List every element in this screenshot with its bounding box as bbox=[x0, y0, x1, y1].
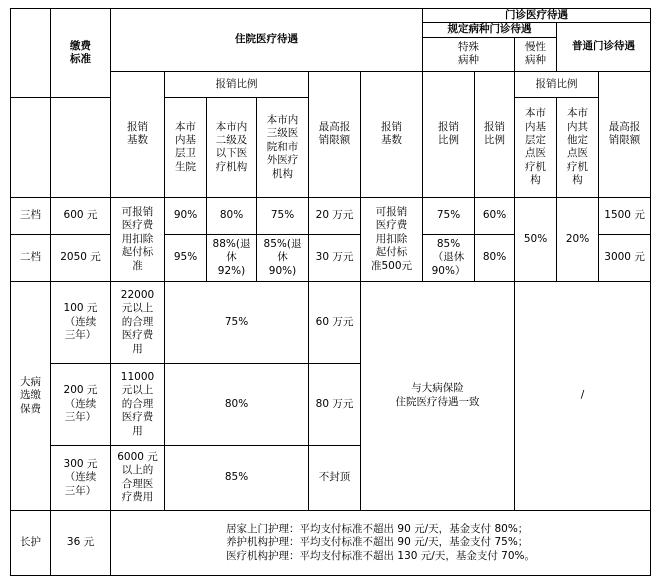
special-base-header: 报销 基数 bbox=[361, 71, 423, 197]
tier2-chronic-ratio: 80% bbox=[475, 234, 515, 281]
blank-cell bbox=[11, 97, 51, 197]
serious-option1-fee: 100 元 （连续 三年） bbox=[51, 281, 111, 363]
ratio-community-header: 本市 内基 层卫 生院 bbox=[165, 97, 207, 197]
tier3-special-ratio: 75% bbox=[423, 197, 475, 234]
ltc-fee: 36 元 bbox=[51, 510, 111, 575]
serious-option3-fee: 300 元 （连续 三年） bbox=[51, 445, 111, 510]
tier3-ratio-community: 90% bbox=[165, 197, 207, 234]
tier2-ratio-community: 95% bbox=[165, 234, 207, 281]
corner-cell bbox=[11, 9, 51, 98]
serious-option1-base: 22000 元以上 的合理 医疗费 用 bbox=[111, 281, 165, 363]
payment-standard-header: 缴费 标准 bbox=[51, 9, 111, 98]
special-ratio-header: 报销 比例 bbox=[423, 71, 475, 197]
tier3-name: 三档 bbox=[11, 197, 51, 234]
serious-illness-label: 大病 选缴 保费 bbox=[11, 281, 51, 510]
general-ratio-other-header: 本市 内其 他定 点医 疗机 构 bbox=[557, 97, 599, 197]
tier2-special-ratio: 85% （退休 90%） bbox=[423, 234, 475, 281]
serious-option3-ratio: 85% bbox=[165, 445, 309, 510]
inpatient-header: 住院医疗待遇 bbox=[111, 9, 423, 72]
general-outpatient-header: 普通门诊待遇 bbox=[557, 23, 651, 71]
outpatient-header: 门诊医疗待遇 bbox=[423, 9, 651, 23]
insurance-benefits-table bbox=[10, 8, 651, 576]
ratio-level2-header: 本市内 二级及 以下医 疗机构 bbox=[207, 97, 257, 197]
tier3-ratio-level2: 80% bbox=[207, 197, 257, 234]
general-max-header: 最高报 销限额 bbox=[599, 71, 651, 197]
general-ratio-header: 报销比例 bbox=[515, 71, 599, 97]
serious-option1-max: 60 万元 bbox=[309, 281, 361, 363]
tier2-name: 二档 bbox=[11, 234, 51, 281]
tier3-max: 20 万元 bbox=[309, 197, 361, 234]
serious-option2-max: 80 万元 bbox=[309, 363, 361, 445]
serious-outpatient-text: 与大病保险 住院医疗待遇一致 bbox=[361, 281, 515, 510]
serious-option2-base: 11000 元以上 的合理 医疗费 用 bbox=[111, 363, 165, 445]
serious-option3-base: 6000 元 以上的 合理医 疗费用 bbox=[111, 445, 165, 510]
serious-option3-max: 不封顶 bbox=[309, 445, 361, 510]
ltc-description-cell bbox=[111, 510, 651, 575]
tier2-ratio-level3: 85%(退 休 90%) bbox=[257, 234, 309, 281]
chronic-ratio-header: 报销 比例 bbox=[475, 71, 515, 197]
tier3-ratio-level3: 75% bbox=[257, 197, 309, 234]
serious-option2-fee: 200 元 （连续 三年） bbox=[51, 363, 111, 445]
inpatient-max-header: 最高报 销限额 bbox=[309, 71, 361, 197]
ltc-description: 居家上门护理：平均支付标准不超出 90 元/天，基金支付 80%； 养护机构护理：平均支付标准不超出 90 元/天，基金支付 75%； 医疗机构护理：平均支付标准不超出 130 元/天，基金支付 70%。 bbox=[226, 522, 535, 562]
general-ratio-basic-header: 本市 内基 层定 点医 疗机 构 bbox=[515, 97, 557, 197]
tier2-general-max: 3000 元 bbox=[599, 234, 651, 281]
specified-disease-header: 规定病种门诊待遇 bbox=[423, 23, 557, 37]
inpatient-base-value: 可报销 医疗费 用扣除 起付标 准 bbox=[111, 197, 165, 281]
tier3-fee: 600 元 bbox=[51, 197, 111, 234]
tier2-ratio-level2: 88%(退 休 92%) bbox=[207, 234, 257, 281]
tier3-general-max: 1500 元 bbox=[599, 197, 651, 234]
inpatient-base-header: 报销 基数 bbox=[111, 71, 165, 197]
general-ratio-basic-value: 50% bbox=[515, 197, 557, 281]
chronic-disease-header: 慢性 病种 bbox=[515, 37, 557, 71]
general-ratio-other-value: 20% bbox=[557, 197, 599, 281]
tier2-fee: 2050 元 bbox=[51, 234, 111, 281]
tier2-max: 30 万元 bbox=[309, 234, 361, 281]
serious-option1-ratio: 75% bbox=[165, 281, 309, 363]
blank-cell bbox=[51, 97, 111, 197]
serious-general-slash: / bbox=[515, 281, 651, 510]
inpatient-ratio-header: 报销比例 bbox=[165, 71, 309, 97]
serious-option2-ratio: 80% bbox=[165, 363, 309, 445]
ltc-label: 长护 bbox=[11, 510, 51, 575]
tier3-chronic-ratio: 60% bbox=[475, 197, 515, 234]
special-disease-header: 特殊 病种 bbox=[423, 37, 515, 71]
special-base-value: 可报销 医疗费 用扣除 起付标 准500元 bbox=[361, 197, 423, 281]
ratio-level3-header: 本市内 三级医 院和市 外医疗 机构 bbox=[257, 97, 309, 197]
